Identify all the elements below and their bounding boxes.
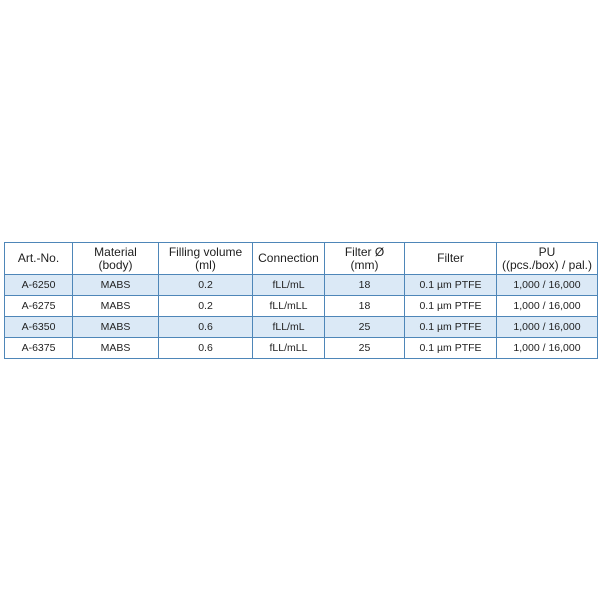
header-filter xyxy=(405,243,497,275)
cell-filter-diameter: 18 xyxy=(325,275,405,296)
header-filling-volume xyxy=(159,243,253,275)
header-filling-volume-label: Filling volume xyxy=(168,244,243,259)
cell-filling-volume: 0.6 xyxy=(159,338,253,359)
header-pu-unit: ((pcs./box) / pal.) xyxy=(501,257,593,272)
cell-art-no: A-6275 xyxy=(5,296,73,317)
table-header-row xyxy=(5,243,598,275)
header-filter-diameter-label: Filter Ø xyxy=(344,244,385,259)
table-row xyxy=(5,275,598,296)
cell-filter: 0.1 µm PTFE xyxy=(405,338,497,359)
cell-filling-volume: 0.2 xyxy=(159,296,253,317)
cell-pu: 1,000 / 16,000 xyxy=(497,338,598,359)
cell-material: MABS xyxy=(73,296,159,317)
table-row xyxy=(5,296,598,317)
table-row xyxy=(5,317,598,338)
cell-art-no: A-6250 xyxy=(5,275,73,296)
header-filling-volume-unit: (ml) xyxy=(195,257,216,272)
cell-connection: fLL/mL xyxy=(253,275,325,296)
cell-connection: fLL/mLL xyxy=(253,338,325,359)
cell-filter-diameter: 18 xyxy=(325,296,405,317)
cell-material: MABS xyxy=(73,317,159,338)
header-material-sublabel: (body) xyxy=(98,257,133,272)
header-connection xyxy=(253,243,325,275)
cell-connection: fLL/mL xyxy=(253,317,325,338)
cell-material: MABS xyxy=(73,275,159,296)
cell-filling-volume: 0.6 xyxy=(159,317,253,338)
cell-filling-volume: 0.2 xyxy=(159,275,253,296)
header-connection-label: Connection xyxy=(258,251,319,265)
cell-filter-diameter: 25 xyxy=(325,338,405,359)
header-art-no-label: Art.-No. xyxy=(17,251,60,265)
cell-filter-diameter: 25 xyxy=(325,317,405,338)
cell-filter: 0.1 µm PTFE xyxy=(405,317,497,338)
product-table xyxy=(4,242,598,359)
table-row xyxy=(5,338,598,359)
header-material xyxy=(73,243,159,275)
cell-filter: 0.1 µm PTFE xyxy=(405,275,497,296)
header-material-label: Material xyxy=(94,244,137,259)
cell-filter: 0.1 µm PTFE xyxy=(405,296,497,317)
cell-pu: 1,000 / 16,000 xyxy=(497,296,598,317)
header-pu xyxy=(497,243,598,275)
header-filter-diameter xyxy=(325,243,405,275)
cell-art-no: A-6350 xyxy=(5,317,73,338)
header-art-no xyxy=(5,243,73,275)
product-table-container xyxy=(4,242,597,359)
header-filter-diameter-unit: (mm) xyxy=(350,257,379,272)
header-pu-label: PU xyxy=(538,244,556,259)
cell-connection: fLL/mLL xyxy=(253,296,325,317)
cell-pu: 1,000 / 16,000 xyxy=(497,275,598,296)
header-filter-label: Filter xyxy=(437,251,464,265)
cell-material: MABS xyxy=(73,338,159,359)
cell-pu: 1,000 / 16,000 xyxy=(497,317,598,338)
cell-art-no: A-6375 xyxy=(5,338,73,359)
